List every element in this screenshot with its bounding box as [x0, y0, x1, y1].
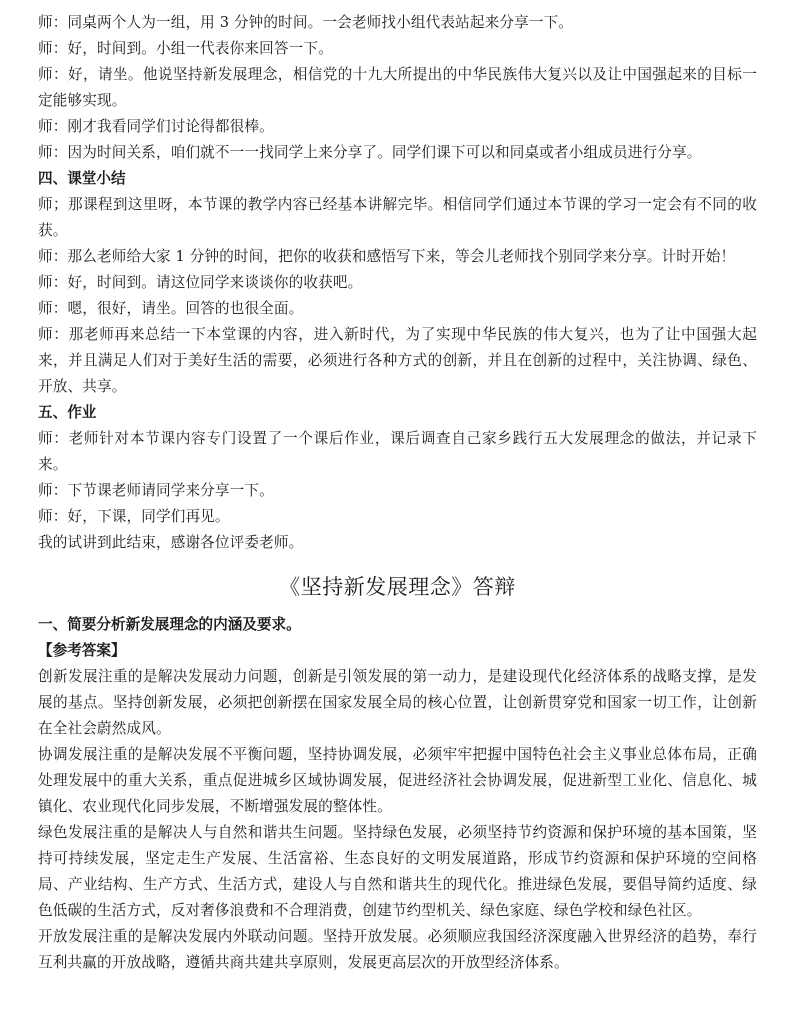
dialogue-line: 师：那么老师给大家 1 分钟的时间，把你的收获和感悟写下来，等会儿老师找个别同学来分享。计时开始！ — [38, 248, 736, 265]
answer-paragraph-innovation: 创新发展注重的是解决发展动力问题，创新是引领发展的第一动力，是建设现代化经济体系的战略支撑，是发展的基点。坚持创新发展，必须把创新摆在国家发展全局的核心位置，让创新贯穿党和国家一切工作，让创新在全社会蔚然成风。 — [38, 668, 757, 737]
dialogue-line: 师：好，时间到。小组一代表你来回答一下。 — [38, 40, 333, 57]
question-heading: 一、简要分析新发展理念的内涵及要求。 — [38, 616, 301, 633]
dialogue-line: 师：因为时间关系，咱们就不一一找同学上来分享了。同学们课下可以和同桌或者小组成员进行分享。 — [38, 144, 702, 161]
dialogue-line: 师：同桌两个人为一组，用 3 分钟的时间。一会老师找小组代表站起来分享一下。 — [38, 14, 574, 31]
dialogue-line: 师：好，时间到。请这位同学来谈谈你的收获吧。 — [38, 274, 363, 291]
closing-line: 我的试讲到此结束，感谢各位评委老师。 — [38, 534, 304, 551]
answer-label: 【参考答案】 — [38, 642, 126, 659]
dialogue-line: 师：刚才我看同学们讨论得都很棒。 — [38, 118, 274, 135]
section-heading-homework: 五、作业 — [38, 404, 97, 421]
section-heading-summary: 四、课堂小结 — [38, 170, 126, 187]
dialogue-line: 师：嗯，很好，请坐。回答的也很全面。 — [38, 300, 304, 317]
dialogue-line: 师：那老师再来总结一下本堂课的内容，进入新时代，为了实现中华民族的伟大复兴，也为了让中国强大起来，并且满足人们对于美好生活的需要，必须进行各种方式的创新，并且在创新的过程中，关注协调、绿色、开放、共享。 — [38, 326, 757, 395]
answer-paragraph-openness: 开放发展注重的是解决发展内外联动问题。坚持开放发展。必须顺应我国经济深度融入世界经济的趋势，奉行互利共赢的开放战略，遵循共商共建共享原则，发展更高层次的开放型经济体系。 — [38, 928, 757, 971]
dialogue-line: 师：好，下课，同学们再见。 — [38, 508, 230, 525]
answer-paragraph-coordination: 协调发展注重的是解决发展不平衡问题，坚持协调发展，必须牢牢把握中国特色社会主义事业总体布局，正确处理发展中的重大关系，重点促进城乡区域协调发展，促进经济社会协调发展，促进新型工业化、信息化、城镇化、农业现代化同步发展，不断增强发展的整体性。 — [38, 746, 757, 815]
dialogue-line: 师：老师针对本节课内容专门设置了一个课后作业，课后调查自己家乡践行五大发展理念的做法，并记录下来。 — [38, 430, 757, 473]
dialogue-line: 师；那课程到这里呀，本节课的教学内容已经基本讲解完毕。相信同学们通过本节课的学习一定会有不同的收获。 — [38, 196, 757, 239]
answer-paragraph-green: 绿色发展注重的是解决人与自然和谐共生问题。坚持绿色发展，必须坚持节约资源和保护环境的基本国策，坚持可持续发展，坚定走生产发展、生活富裕、生态良好的文明发展道路，形成节约资源和保护环境的空间格局、产业结构、生产方式、生活方式，建设人与自然和谐共生的现代化。推进绿色发展，要倡导简约适度、绿色低碳的生活方式，反对奢侈浪费和不合理消费，创建节约型机关、绿色家庭、绿色学校和绿色社区。 — [38, 824, 757, 919]
defense-title: 《坚持新发展理念》答辩 — [279, 575, 516, 599]
dialogue-line: 师：下节课老师请同学来分享一下。 — [38, 482, 274, 499]
dialogue-line: 师：好，请坐。他说坚持新发展理念，相信党的十九大所提出的中华民族伟大复兴以及让中国强起来的目标一定能够实现。 — [38, 66, 757, 109]
